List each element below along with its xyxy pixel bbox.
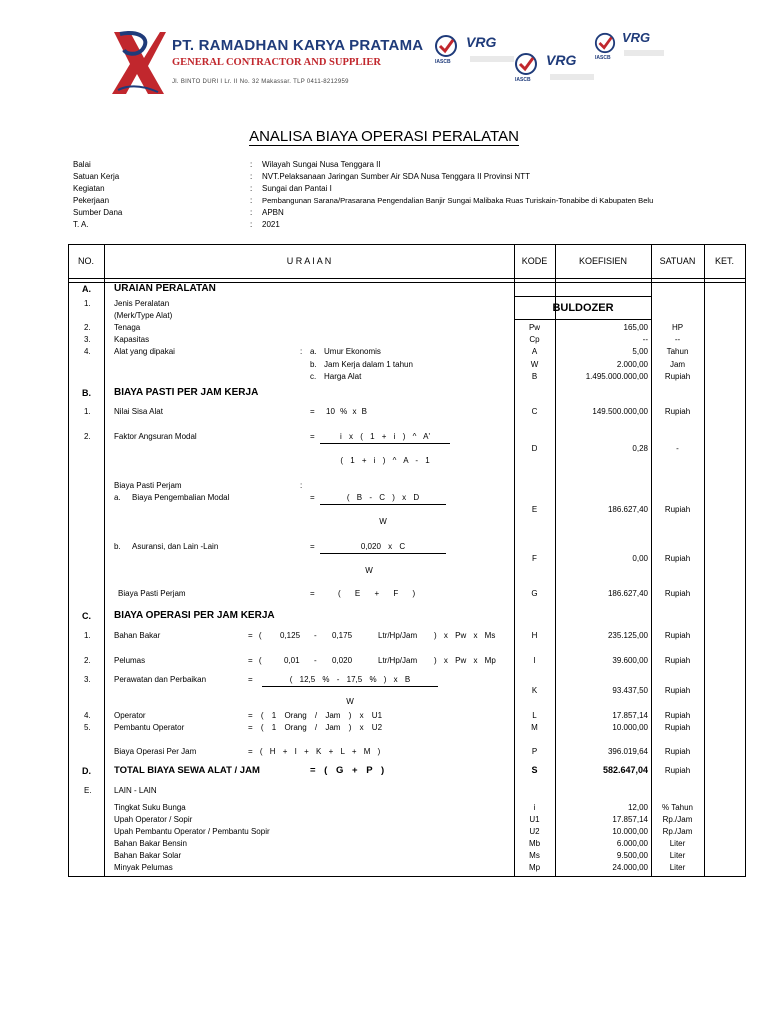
formula-numerator: ( 12,5 % - 17,5 % ) x B bbox=[289, 675, 411, 684]
company-subtitle: GENERAL CONTRACTOR AND SUPPLIER bbox=[172, 57, 381, 68]
row-koefisien: 149.500.000,00 bbox=[592, 407, 648, 416]
info-value: NVT.Pelaksanaan Jaringan Sumber Air SDA Nusa Tenggara II Provinsi NTT bbox=[262, 172, 530, 181]
section-title: TOTAL BIAYA SEWA ALAT / JAM bbox=[114, 765, 260, 776]
row-kode: Ms bbox=[529, 851, 540, 860]
cert-label: VRG bbox=[622, 30, 651, 45]
row-kode: E bbox=[531, 505, 538, 514]
col-header-uraian: U R A I A N bbox=[286, 256, 332, 266]
row-satuan: Liter bbox=[669, 863, 686, 872]
row-formula: 10 % x B bbox=[326, 407, 368, 416]
row-value: 0,125 bbox=[280, 631, 301, 640]
row-dash: - bbox=[314, 631, 317, 640]
row-unit: Ltr/Hp/Jam bbox=[378, 631, 418, 640]
document-title: ANALISA BIAYA OPERASI PERALATAN bbox=[249, 128, 519, 145]
row-koefisien: 12,00 bbox=[627, 803, 648, 812]
row-label: Faktor Angsuran Modal bbox=[114, 432, 197, 441]
row-eq: = bbox=[310, 432, 315, 441]
row-value: 0,01 bbox=[284, 656, 300, 665]
formula-numerator: ( B - C ) x D bbox=[346, 493, 420, 502]
row-satuan: Rupiah bbox=[664, 766, 691, 775]
row-koefisien: 9.500,00 bbox=[616, 851, 648, 860]
row-kode: L bbox=[532, 711, 537, 720]
company-name: PT. RAMADHAN KARYA PRATAMA bbox=[172, 37, 424, 54]
info-label: Sumber Dana bbox=[73, 208, 123, 217]
row-label: Upah Operator / Sopir bbox=[114, 815, 193, 824]
cert-label: VRG bbox=[466, 34, 497, 50]
row-label: Asuransi, dan Lain -Lain bbox=[132, 542, 219, 551]
row-label: Bahan Bakar Solar bbox=[114, 851, 182, 860]
row-label: (Merk/Type Alat) bbox=[114, 311, 173, 320]
row-satuan: Rupiah bbox=[664, 686, 691, 695]
section-letter: D. bbox=[82, 766, 91, 776]
row-eq: = bbox=[310, 542, 315, 551]
row-kode: B bbox=[531, 372, 538, 381]
row-koefisien: 2.000,00 bbox=[616, 360, 648, 369]
cert-caption bbox=[470, 56, 514, 62]
row-satuan: Jam bbox=[669, 360, 686, 369]
row-koefisien: 0,28 bbox=[632, 444, 648, 453]
section-title: LAIN - LAIN bbox=[114, 786, 157, 795]
row-no: 3. bbox=[84, 675, 91, 684]
row-kode: Cp bbox=[529, 335, 540, 344]
row-kode: A bbox=[531, 347, 538, 356]
section-title: URAIAN PERALATAN bbox=[114, 283, 216, 294]
row-sub: a. bbox=[114, 493, 121, 502]
row-kode: H bbox=[531, 631, 538, 640]
row-label: Pelumas bbox=[114, 656, 146, 665]
row-satuan: Rupiah bbox=[664, 723, 691, 732]
row-satuan: Rupiah bbox=[664, 711, 691, 720]
row-formula: = ( 1 Orang / Jam ) x U1 bbox=[248, 711, 383, 720]
info-label: Kegiatan bbox=[73, 184, 105, 193]
row-satuan: -- bbox=[674, 335, 681, 344]
row-formula: = ( 1 Orang / Jam ) x U2 bbox=[248, 723, 383, 732]
cert-badge-2 bbox=[512, 50, 602, 94]
row-eq: = ( bbox=[248, 631, 262, 640]
row-satuan: Rupiah bbox=[664, 407, 691, 416]
col-header-kode: KODE bbox=[521, 256, 548, 266]
row-label: Minyak Pelumas bbox=[114, 863, 173, 872]
formula-denominator: W bbox=[379, 517, 387, 526]
row-label: Bahan Bakar bbox=[114, 631, 161, 640]
row-no: 4. bbox=[84, 347, 91, 356]
row-no: 2. bbox=[84, 656, 91, 665]
cert-badge-1 bbox=[432, 32, 522, 74]
row-koefisien: 17.857,14 bbox=[612, 815, 648, 824]
row-kode: P bbox=[531, 747, 538, 756]
info-label: Pekerjaan bbox=[73, 196, 110, 205]
row-satuan: Rupiah bbox=[664, 554, 691, 563]
row-no: 3. bbox=[84, 335, 91, 344]
row-label: Biaya Pasti Perjam bbox=[118, 589, 186, 598]
row-sublabel: Umur Ekonomis bbox=[324, 347, 381, 356]
info-value: 2021 bbox=[262, 220, 280, 229]
row-koefisien: 93.437,50 bbox=[612, 686, 648, 695]
section-title: BIAYA OPERASI PER JAM KERJA bbox=[114, 610, 275, 621]
row-kode: D bbox=[531, 444, 538, 453]
row-koefisien: 24.000,00 bbox=[612, 863, 648, 872]
row-satuan: Rupiah bbox=[664, 372, 691, 381]
row-koefisien: 10.000,00 bbox=[612, 723, 648, 732]
row-formula: = ( G + P ) bbox=[310, 765, 385, 776]
row-kode: I bbox=[533, 656, 536, 665]
row-label: Nilai Sisa Alat bbox=[114, 407, 163, 416]
row-kode: U1 bbox=[529, 815, 540, 824]
row-no: 1. bbox=[84, 407, 91, 416]
section-letter: C. bbox=[82, 611, 91, 621]
row-sub: a. bbox=[310, 347, 317, 356]
row-label: Upah Pembantu Operator / Pembantu Sopir bbox=[114, 827, 270, 836]
certification-seal-icon bbox=[434, 34, 458, 58]
row-no: 1. bbox=[84, 631, 91, 640]
row-satuan: Rupiah bbox=[664, 589, 691, 598]
row-koefisien: 165,00 bbox=[623, 323, 648, 332]
row-koefisien: 17.857,14 bbox=[612, 711, 648, 720]
row-satuan: Liter bbox=[669, 851, 686, 860]
cert-label: IASCB bbox=[595, 55, 611, 61]
row-koefisien: 10.000,00 bbox=[612, 827, 648, 836]
cert-label: VRG bbox=[546, 52, 577, 68]
row-kode: Mb bbox=[528, 839, 541, 848]
formula-numerator: i x ( 1 + i ) ^ A' bbox=[340, 432, 430, 441]
equipment-name: BULDOZER bbox=[552, 302, 614, 314]
row-eq: = ( bbox=[248, 656, 262, 665]
cert-label: IASCB bbox=[435, 59, 451, 65]
row-koefisien: 186.627,40 bbox=[607, 505, 648, 514]
row-koefisien: 0,00 bbox=[632, 554, 648, 563]
row-satuan: Rupiah bbox=[664, 656, 691, 665]
row-label: Tenaga bbox=[114, 323, 141, 332]
certification-seal-icon bbox=[594, 32, 616, 54]
row-value: 0,175 bbox=[332, 631, 353, 640]
row-no: 2. bbox=[84, 323, 91, 332]
row-kode: Pw bbox=[528, 323, 541, 332]
cert-badge-3 bbox=[592, 30, 672, 72]
col-header-no: NO. bbox=[77, 256, 94, 266]
row-eq: = bbox=[248, 675, 253, 684]
section-title: BIAYA PASTI PER JAM KERJA bbox=[114, 387, 259, 398]
row-label: Tingkat Suku Bunga bbox=[114, 803, 186, 812]
row-no: 2. bbox=[84, 432, 91, 441]
row-koefisien: 5,00 bbox=[632, 347, 648, 356]
row-tail: ) x Pw x Ms bbox=[434, 631, 496, 640]
row-label: Biaya Pengembalian Modal bbox=[132, 493, 230, 502]
info-value: APBN bbox=[262, 208, 284, 217]
info-value: Sungai dan Pantai I bbox=[262, 184, 332, 193]
row-satuan: Rupiah bbox=[664, 505, 691, 514]
info-label: Balai bbox=[73, 160, 91, 169]
row-koefisien: 6.000,00 bbox=[616, 839, 648, 848]
row-koefisien: 1.495.000.000,00 bbox=[585, 372, 648, 381]
col-header-satuan: SATUAN bbox=[659, 256, 696, 266]
info-label: Satuan Kerja bbox=[73, 172, 120, 181]
row-eq: = bbox=[310, 407, 315, 416]
section-letter: A. bbox=[82, 284, 91, 294]
row-koefisien: 582.647,04 bbox=[602, 765, 648, 775]
company-logo-icon bbox=[108, 28, 166, 98]
row-no: 5. bbox=[84, 723, 91, 732]
row-sublabel: Jam Kerja dalam 1 tahun bbox=[324, 360, 413, 369]
row-no: 4. bbox=[84, 711, 91, 720]
row-satuan: Rp./Jam bbox=[662, 815, 693, 824]
row-label: Pembantu Operator bbox=[114, 723, 185, 732]
row-formula: = ( H + I + K + L + M ) bbox=[248, 747, 381, 756]
row-label: Perawatan dan Perbaikan bbox=[114, 675, 207, 684]
row-satuan: Rupiah bbox=[664, 747, 691, 756]
section-letter: E. bbox=[84, 786, 92, 795]
row-unit: Ltr/Hp/Jam bbox=[378, 656, 418, 665]
formula-denominator: W bbox=[346, 697, 354, 706]
formula-denominator: W bbox=[365, 566, 373, 575]
row-koefisien: 186.627,40 bbox=[607, 589, 648, 598]
info-label: T. A. bbox=[73, 220, 89, 229]
row-tail: ) x Pw x Mp bbox=[434, 656, 496, 665]
col-header-ket: KET. bbox=[714, 256, 734, 266]
row-satuan: Liter bbox=[669, 839, 686, 848]
row-sublabel: Harga Alat bbox=[324, 372, 362, 381]
formula-denominator: ( 1 + i ) ^ A - 1 bbox=[340, 456, 430, 465]
cert-caption bbox=[550, 74, 594, 80]
row-satuan: Rp./Jam bbox=[662, 827, 693, 836]
company-address: Jl. BINTO DURI I Lr. II No. 32 Makassar. TLP 0411-8212959 bbox=[172, 79, 349, 85]
row-sep: : bbox=[300, 481, 303, 490]
cert-caption bbox=[624, 50, 664, 56]
row-koefisien: 39.600,00 bbox=[612, 656, 648, 665]
formula-numerator: 0,020 x C bbox=[360, 542, 406, 551]
row-satuan: Tahun bbox=[666, 347, 689, 356]
row-label: Bahan Bakar Bensin bbox=[114, 839, 187, 848]
row-kode: M bbox=[531, 723, 538, 732]
section-letter: B. bbox=[82, 388, 91, 398]
row-dash: - bbox=[314, 656, 317, 665]
row-kode: C bbox=[531, 407, 538, 416]
row-satuan: % Tahun bbox=[662, 803, 693, 812]
row-sub: b. bbox=[310, 360, 317, 369]
row-value: 0,020 bbox=[332, 656, 353, 665]
row-kode: W bbox=[530, 360, 539, 369]
row-label: Operator bbox=[114, 711, 146, 720]
row-koefisien: -- bbox=[642, 335, 648, 344]
row-kode: Mp bbox=[528, 863, 541, 872]
row-eq: = bbox=[310, 493, 315, 502]
row-kode: K bbox=[531, 686, 538, 695]
row-formula: ( E + F ) bbox=[338, 589, 416, 598]
cert-label: IASCB bbox=[515, 77, 531, 83]
row-sep: : bbox=[300, 347, 303, 356]
row-kode: G bbox=[531, 589, 538, 598]
row-label: Kapasitas bbox=[114, 335, 150, 344]
row-label: Biaya Operasi Per Jam bbox=[114, 747, 197, 756]
row-label: Alat yang dipakai bbox=[114, 347, 175, 356]
row-satuan: HP bbox=[671, 323, 684, 332]
row-sub: b. bbox=[114, 542, 121, 551]
row-kode: S bbox=[531, 765, 538, 775]
row-satuan: Rupiah bbox=[664, 631, 691, 640]
row-eq: = bbox=[310, 589, 315, 598]
row-kode: i bbox=[533, 803, 536, 812]
row-koefisien: 235.125,00 bbox=[607, 631, 648, 640]
row-no: 1. bbox=[84, 299, 91, 308]
info-value: Pembangunan Sarana/Prasarana Pengendalian Banjir Sungai Malibaka Ruas Turiskain-Tonabibe di Kabupaten Belu bbox=[262, 196, 654, 205]
row-satuan: - bbox=[676, 444, 679, 453]
row-kode: F bbox=[532, 554, 537, 563]
row-kode: U2 bbox=[529, 827, 540, 836]
row-label: Biaya Pasti Perjam bbox=[114, 481, 182, 490]
certification-seal-icon bbox=[514, 52, 538, 76]
row-label: Jenis Peralatan bbox=[114, 299, 170, 308]
row-koefisien: 396.019,64 bbox=[607, 747, 648, 756]
col-header-koefisien: KOEFISIEN bbox=[578, 256, 627, 266]
info-value: Wilayah Sungai Nusa Tenggara II bbox=[262, 160, 381, 169]
row-sub: c. bbox=[310, 372, 317, 381]
